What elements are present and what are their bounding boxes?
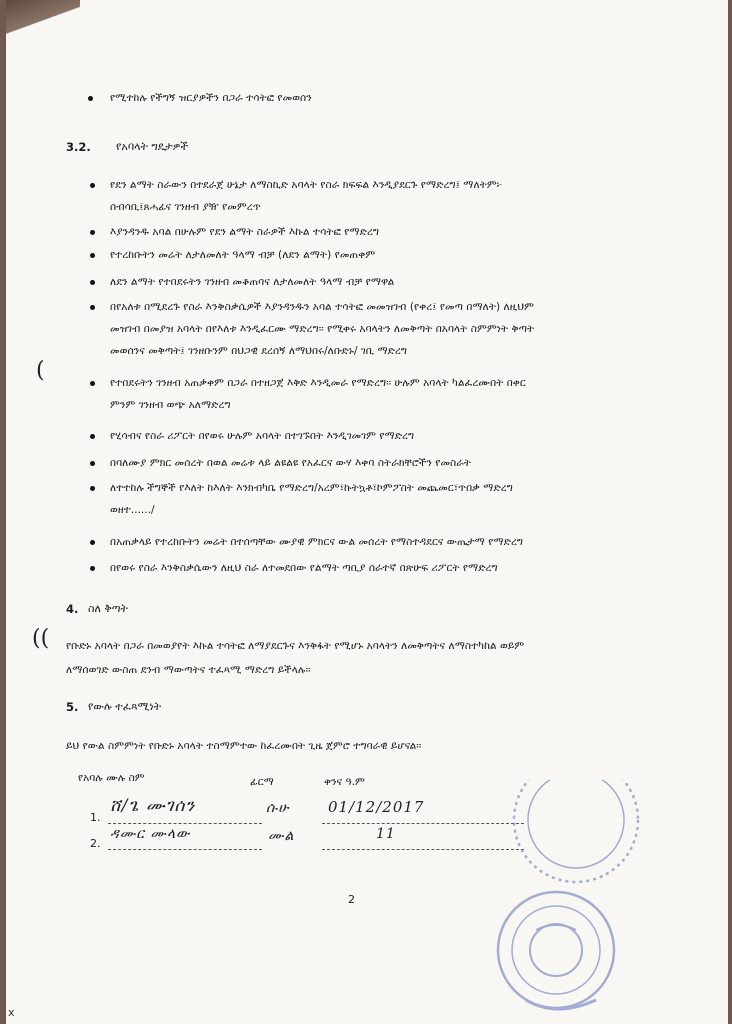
- bullet-9-line-1: ለተተከሉ ችግኞች የእለት ከእለት እንክብካቤ የማድረግ/አረም፣ኩትኳቶ፣ኮምፖስት መጨመር፣ጥበቃ ማድረግ: [110, 482, 513, 494]
- official-stamp-icon: [466, 780, 666, 1024]
- edge-mark: x: [8, 1006, 15, 1019]
- section-5-number: 5.: [66, 700, 79, 714]
- bullet-11-line-1: በየወሩ የስራ እንቅስቃሴውን ለዚህ ስራ ለተመደበው የልማት ጣቢያ ሰራተኛ በጽሁፍ ሪፖርት የማድረግ: [110, 562, 498, 574]
- row-2-name-line: [108, 849, 262, 850]
- bullet-5-line-2: መዝገብ በመያዝ አባላት በየእለቱ እንዲፈርሙ ማድረግ፡፡ የሚቀሩ አባላትን ለመቅጣት በአባላት ስምምነት ቅጣት: [110, 323, 535, 335]
- section-3-2-title: የአባላት ግዴታዎች: [116, 140, 189, 153]
- section-5-title: የውሉ ተፈጻሚነት: [88, 700, 162, 713]
- bullet-icon: [90, 280, 95, 285]
- document-page: [6, 0, 728, 1024]
- bullet-10-line-1: በአጠቃላይ የተረከቡትን መሬት በተሰጣቸው ሙያዊ ምክርና ውል መሰረት የማስተዳደርና ውጤታማ የማድረግ: [110, 536, 524, 548]
- section-4-title: ስለ ቅጣት: [88, 602, 128, 615]
- row-2-date: 11: [376, 826, 396, 842]
- bullet-1-line-1: የደን ልማት ስራውን በተደራጀ ሁኔታ ለማስኪድ አባላት የስራ ክፍፍል እንዲያደርጉ የማድረግ፤ ማለትም፦: [110, 179, 503, 191]
- column-header-date: ቀንና ዓ.ም: [324, 776, 365, 788]
- section-3-2-number: 3.2.: [66, 140, 91, 154]
- bullet-3-line-1: የተረከቡትን መሬት ለታለመለት ዓላማ ብቻ (ለደን ልማት) የመጠቀም: [110, 249, 376, 261]
- row-2-number: 2.: [90, 837, 101, 850]
- row-1-name-signature: ሸ/ጌ ሙገሰን: [110, 796, 196, 816]
- bullet-icon: [90, 305, 95, 310]
- section-4-line-1: የቡድኑ አባላት በጋራ በመወያየት እኩል ተሳትፎ ለማያደርጉና እንቅፋት የሚሆኑ አባላትን ለመቅጣትና ለማስተካከል ወይም: [66, 640, 525, 652]
- bullet-8-line-1: በባለሙያ ምክር መሰረት በወል መሬቱ ላይ ልዩልዩ የአፈርና ውሃ እቀባ ስትራክቸሮችን የመስራት: [110, 457, 472, 469]
- bullet-6-line-1: የተበደሩትን ገንዘብ አጠቃቀም በጋራ በተዘጋጀ እቅድ እንዲመራ የማድረግ፡፡ ሁሉም አባላት ካልፈረሙበት በቀር: [110, 377, 526, 389]
- row-2-name-signature: ዳሙር ሙላው: [110, 826, 191, 842]
- section-4-number: 4.: [66, 602, 79, 616]
- row-2-signature: ሙል: [268, 828, 295, 844]
- bullet-icon: [90, 253, 95, 258]
- hole-punch-mark: ((: [32, 626, 50, 651]
- bullet-1-line-2: ሰብሳቢ፤ጸሓፊና ገንዘብ ያዥ የመምረጥ: [110, 201, 261, 213]
- bullet-2-line-1: እያንዳንዱ አባል በሁሉም የደን ልማት ስራዎች እኩል ተሳትፎ የማድረግ: [110, 226, 380, 238]
- bullet-icon: [90, 461, 95, 466]
- bullet-icon: [90, 381, 95, 386]
- row-1-number: 1.: [90, 811, 101, 824]
- bullet-icon: [88, 96, 93, 101]
- section-5-text: ይህ የውል ስምምነት የቡድኑ አባላት ተስማምተው ከፈረሙበት ጊዜ ጀምሮ ተግባራዊ ይሆናል፡፡: [66, 740, 422, 752]
- page-number: 2: [348, 893, 355, 906]
- bullet-4-line-1: ለደን ልማት የተበደሩትን ገንዘብ መቆጠባና ለታለመለት ዓላማ ብቻ የማዋል: [110, 276, 395, 288]
- document-content: [6, 0, 728, 1024]
- bullet-icon: [90, 183, 95, 188]
- bullet-icon: [90, 540, 95, 545]
- column-header-signature: ፊርማ: [250, 776, 274, 788]
- bullet-icon: [90, 434, 95, 439]
- hole-punch-mark: (: [36, 358, 45, 383]
- bullet-5-line-1: በየአለቱ በሚደረጉ የስራ እንቅስቃሴዎች እያንዳንዱን አባል ተሳትፎ መመዝገብ (የቀረ፤ የመጣ በማለት) ለዚህም: [110, 301, 534, 313]
- bullet-icon: [90, 486, 95, 491]
- row-1-signature: ሱሁ: [266, 800, 290, 816]
- bullet-7-line-1: የሂሳብና የስራ ሪፖርት በየወሩ ሁሉም አባላት በተገኙበት እንዲገመገም የማድረግ: [110, 430, 415, 442]
- bullet-6-line-2: ምንም ገንዘብ ወጭ አለማድረግ: [110, 399, 231, 411]
- intro-bullet-text: የሚተከሉ የችግኝ ዝርያዎችን በጋራ ተሳትፎ የመወሰን: [110, 92, 312, 104]
- bullet-5-line-3: መወሰንና መቅጣት፤ ገንዘቡንም በህጋዊ ደረሰኝ ለማህበሩ/ለቡድኑ/ ገቢ ማድረግ: [110, 345, 408, 357]
- bullet-icon: [90, 230, 95, 235]
- column-header-name: የአባሉ ሙሉ ስም: [78, 772, 145, 784]
- bullet-9-line-2: ወዘተ....../: [110, 504, 155, 516]
- bullet-icon: [90, 566, 95, 571]
- row-1-name-line: [108, 823, 262, 824]
- row-1-date: 01/12/2017: [328, 798, 425, 816]
- section-4-line-2: ለማሰወገድ ውስጠ ደንብ ማውጣትና ተፈጻሚ ማድረግ ይችላሉ፡፡: [66, 664, 311, 676]
